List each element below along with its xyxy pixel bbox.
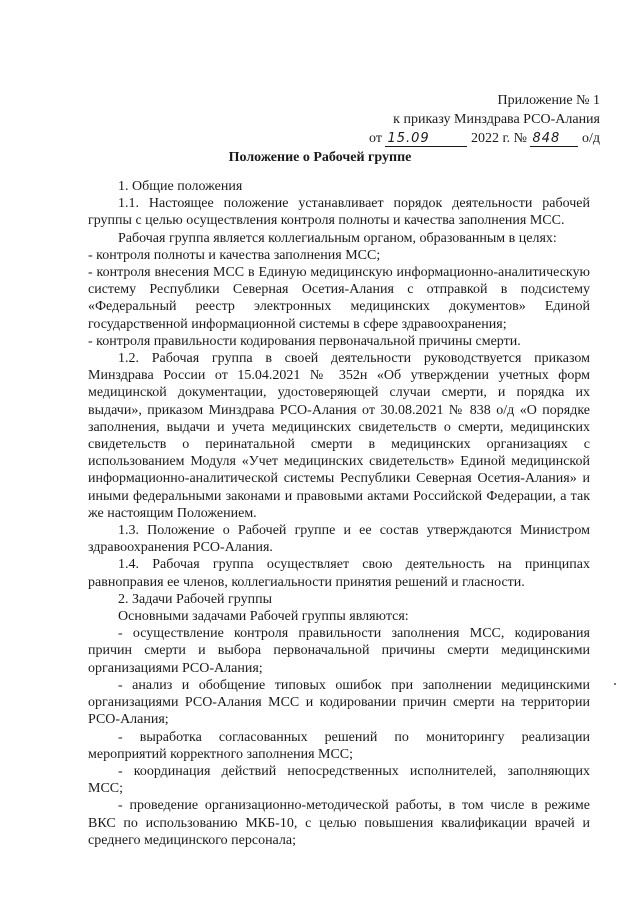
document-body xyxy=(88,178,590,849)
paragraph: - выработка согласованных решений по мониторингу реализации мероприятий корректного заполнения МСС; xyxy=(88,729,590,762)
order-reference: к приказу Минздрава РСО-Алания xyxy=(393,112,600,127)
paragraph: Рабочая группа является коллегиальным органом, образованным в целях: xyxy=(118,230,557,246)
paragraph: - контроля правильности кодирования первоначальной причины смерти. xyxy=(88,333,521,349)
appendix-number: Приложение № 1 xyxy=(497,93,600,108)
appendix-header xyxy=(369,91,600,148)
paragraph: - контроля внесения МСС в Единую медицинскую информационно-аналитическую систему Республики Северная Осетия-Алания с отправкой в подсистему «Федеральный реестр электронных медицинских документов» Единой государственной информационной системы в сфере здравоохранения; xyxy=(88,265,590,332)
handwritten-date: 15.09 xyxy=(385,131,467,147)
paragraph: 1.2. Рабочая группа в своей деятельности руководствуется приказом Минздрава России от 15.04.2021 № 352н «Об утверждении учетных форм медицинской документации, удостоверяющей случаи смерти, и порядка их выдачи», приказом Минздрава РСО-Алания от 30.08.2021 № 838 о/д «О порядке заполнения, выдачи и учета медицинских свидетельств о смерти, медицинских свидетельств о перинатальной смерти в медицинских организациях с использованием Модуля «Учет медицинских свидетельств» Единой медицинской информационно-аналитической системы Республики Северная Осетия-Алания» и иными федеральными законами и правовыми актами Российской Федерации, а так же настоящим Положением. xyxy=(88,351,590,521)
paragraph: 1. Общие положения xyxy=(118,179,243,194)
paragraph: Основными задачами Рабочей группы являются: xyxy=(118,609,409,625)
paragraph: - проведение организационно-методической работы, в том числе в режиме ВКС по использованию МКБ-10, с целью повышения квалификации врачей и среднего медицинского персонала; xyxy=(88,798,590,848)
document-title: Положение о Рабочей группе xyxy=(228,150,412,165)
order-date-line xyxy=(369,129,600,148)
scan-speck xyxy=(614,683,616,685)
paragraph: 1.1. Настоящее положение устанавливает порядок деятельности рабочей группы с целью осуществления контроля полноты и качества заполнения МСС. xyxy=(88,196,590,229)
from-prefix: от xyxy=(369,131,382,146)
paragraph: - контроля полноты и качества заполнения МСС; xyxy=(88,247,381,263)
year-text: 2022 г. № xyxy=(470,131,527,146)
paragraph: 1.3. Положение о Рабочей группе и ее состав утверждаются Министром здравоохранения РСО-Алания. xyxy=(88,523,590,556)
paragraph: - анализ и обобщение типовых ошибок при заполнении медицинскими организациями РСО-Алания МСС и кодировании причин смерти на территории РСО-Алания; xyxy=(88,677,590,728)
paragraph: 2. Задачи Рабочей группы xyxy=(118,591,272,607)
paragraph: - осуществление контроля правильности заполнения МСС, кодирования причин смерти и выбора первоначальной причины смерти медицинскими организациями РСО-Алания; xyxy=(88,626,590,676)
handwritten-number: 848 xyxy=(530,131,578,147)
paragraph: - координация действий непосредственных исполнителей, заполняющих МСС; xyxy=(88,763,590,797)
order-suffix: о/д xyxy=(581,131,600,146)
paragraph: 1.4. Рабочая группа осуществляет свою деятельность на принципах равноправия ее членов, коллегиальности принятия решений и гласности. xyxy=(88,557,590,590)
